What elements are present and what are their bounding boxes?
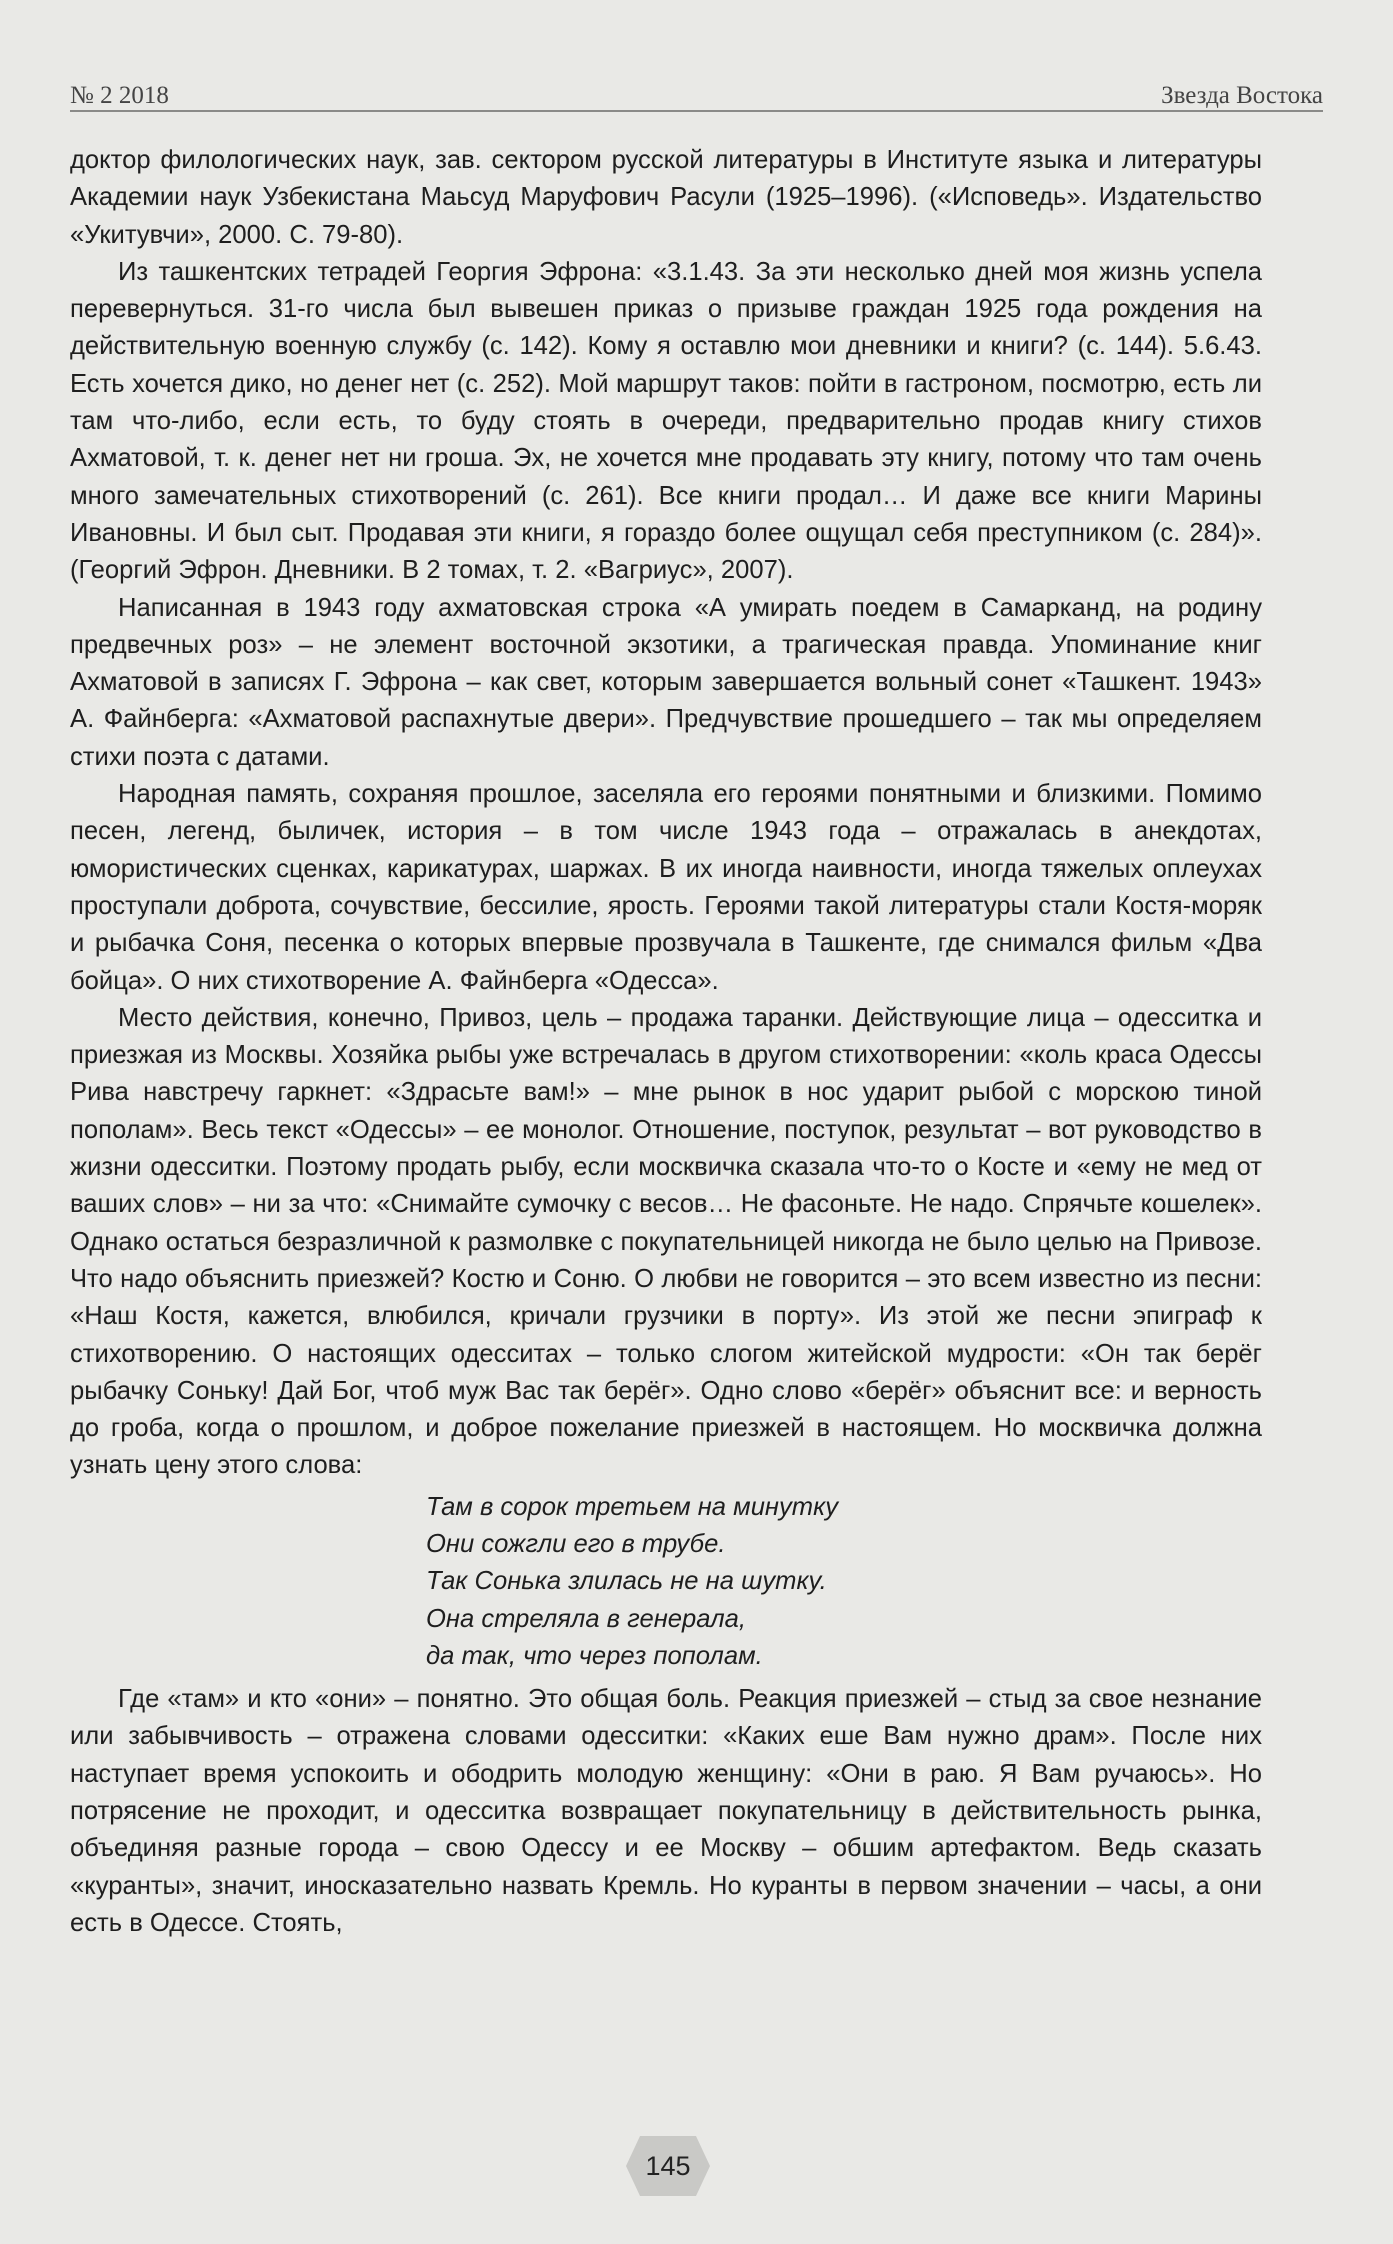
paragraph-privoz: Место действия, конечно, Привоз, цель – продажа таранки. Действующие лица – одесситка и приезжая из Москвы. Хозяйка рыбы уже встречалась в другом стихотворении: «коль краса Одессы Рива навстречу гаркнет: «Здрасьте вам!» – мне рынок в нос ударит рыбой с морскою тиной пополам». Весь текст «Одессы» – ее монолог. Отношение, поступок, результат – вот руководство в жизни одесситки. Поэтому продать рыбу, если москвичка сказала что-то о Косте и «ему не мед от ваших слов» – ни за что: «Снимайте сумочку с весов… Не фасоньте. Не надо. Спрячьте кошелек». Однако остаться безразличной к размолвке с покупательницей никогда не было целью на Привозе. Что надо объяснить приезжей? Костю и Соню. О любви не говорится – это всем известно из песни: «Наш Костя, кажется, влюбился, кричали грузчики в порту». Из этой же песни эпиграф к стихотворению. О настоящих одесситах – только слогом житейской мудрости: «Он так берёг рыбачку Соньку! Дай Бог, чтоб муж Вас так берёг». Одно слово «берёг» объяснит все: и верность до гроба, когда о прошлом, и доброе пожелание приезжей в настоящем. Но москвичка должна узнать цену этого слова: [70, 1003, 1262, 1480]
article-body [70, 142, 1262, 1942]
page-number-badge [626, 2136, 710, 2196]
journal-title: Звезда Востока [1161, 82, 1323, 109]
header-divider [70, 110, 1323, 112]
issue-number: № 2 2018 [70, 82, 169, 109]
running-header [70, 70, 1323, 110]
poem-excerpt [426, 1489, 1262, 1675]
paragraph-folk-memory: Народная память, сохраняя прошлое, заселяла его героями понятными и близкими. Помимо песен, легенд, быличек, история – в том числе 1943 года – отражалась в анекдотах, юмористических сценках, карикатурах, шаржах. В их иногда наивности, иногда тяжелых оплеухах проступали доброта, сочувствие, бессилие, ярость. Героями такой литературы стали Костя-моряк и рыбачка Соня, песенка о которых впервые прозвучала в Ташкенте, где снимался фильм «Два бойца». О них стихотворение А. Файнберга «Одесса». [70, 780, 1262, 995]
paragraph-efron-diary: Из ташкентских тетрадей Георгия Эфрона: «3.1.43. За эти несколько дней моя жизнь успела перевернуться. 31-го числа был вывешен приказ о призыве граждан 1925 года рождения на действительную военную службу (с. 142). Кому я оставлю мои дневники и книги? (с. 144). 5.6.43. Есть хочется дико, но денег нет (с. 252). Мой маршрут таков: пойти в гастроном, посмотрю, есть ли там что-либо, если есть, то буду стоять в очереди, предварительно продав книгу стихов Ахматовой, т. к. денег нет ни гроша. Эх, не хочется мне продавать эту книгу, потому что там очень много замечательных стихотворений (с. 261). Все книги продал… И даже все книги Марины Ивановны. И был сыт. Продавая эти книги, я гораздо более ощущал себя преступником (с. 284)». (Георгий Эфрон. Дневники. В 2 томах, т. 2. «Вагриус», 2007). [70, 257, 1262, 585]
paragraph-closing: Где «там» и кто «они» – понятно. Это общая боль. Реакция приезжей – стыд за свое незнание или забывчивость – отражена словами одесситки: «Каких еше Вам нужно драм». После них наступает время успокоить и ободрить молодую женщину: «Они в раю. Я Вам ручаюсь». Но потрясение не проходит, и одесситка возвращает покупательницу в действительность рынка, объединяя разные города – свою Одессу и ее Москву – обшим артефактом. Ведь сказать «куранты», значит, иносказательно назвать Кремль. Но куранты в первом значении – часы, а они есть в Одессе. Стоять, [70, 1685, 1262, 1937]
paragraph-akhmatova: Написанная в 1943 году ахматовская строка «А умирать поедем в Самарканд, на родину предвечных роз» – не элемент восточной экзотики, а трагическая правда. Упоминание книг Ахматовой в записях Г. Эфрона – как свет, которым завершается вольный сонет «Ташкент. 1943» А. Файнберга: «Ахматовой распахнутые двери». Предчувствие прошедшего – так мы определяем стихи поэта с датами. [70, 593, 1262, 771]
paragraph-continuation: доктор филологических наук, зав. сектором русской литературы в Институте языка и литературы Академии наук Узбекистана Маьсуд Маруфович Расули (1925–1996). («Исповедь». Издательство «Укитувчи», 2000. С. 79-80). [70, 146, 1262, 249]
poem-line: Так Сонька злилась не на шутку. [426, 1567, 827, 1596]
poem-line: да так, что через пополам. [426, 1641, 763, 1670]
page-number: 145 [645, 2151, 691, 2181]
poem-line: Они сожгли его в трубе. [426, 1529, 726, 1558]
poem-line: Там в сорок третьем на минутку [426, 1492, 839, 1521]
poem-line: Она стреляла в генерала, [426, 1604, 746, 1633]
